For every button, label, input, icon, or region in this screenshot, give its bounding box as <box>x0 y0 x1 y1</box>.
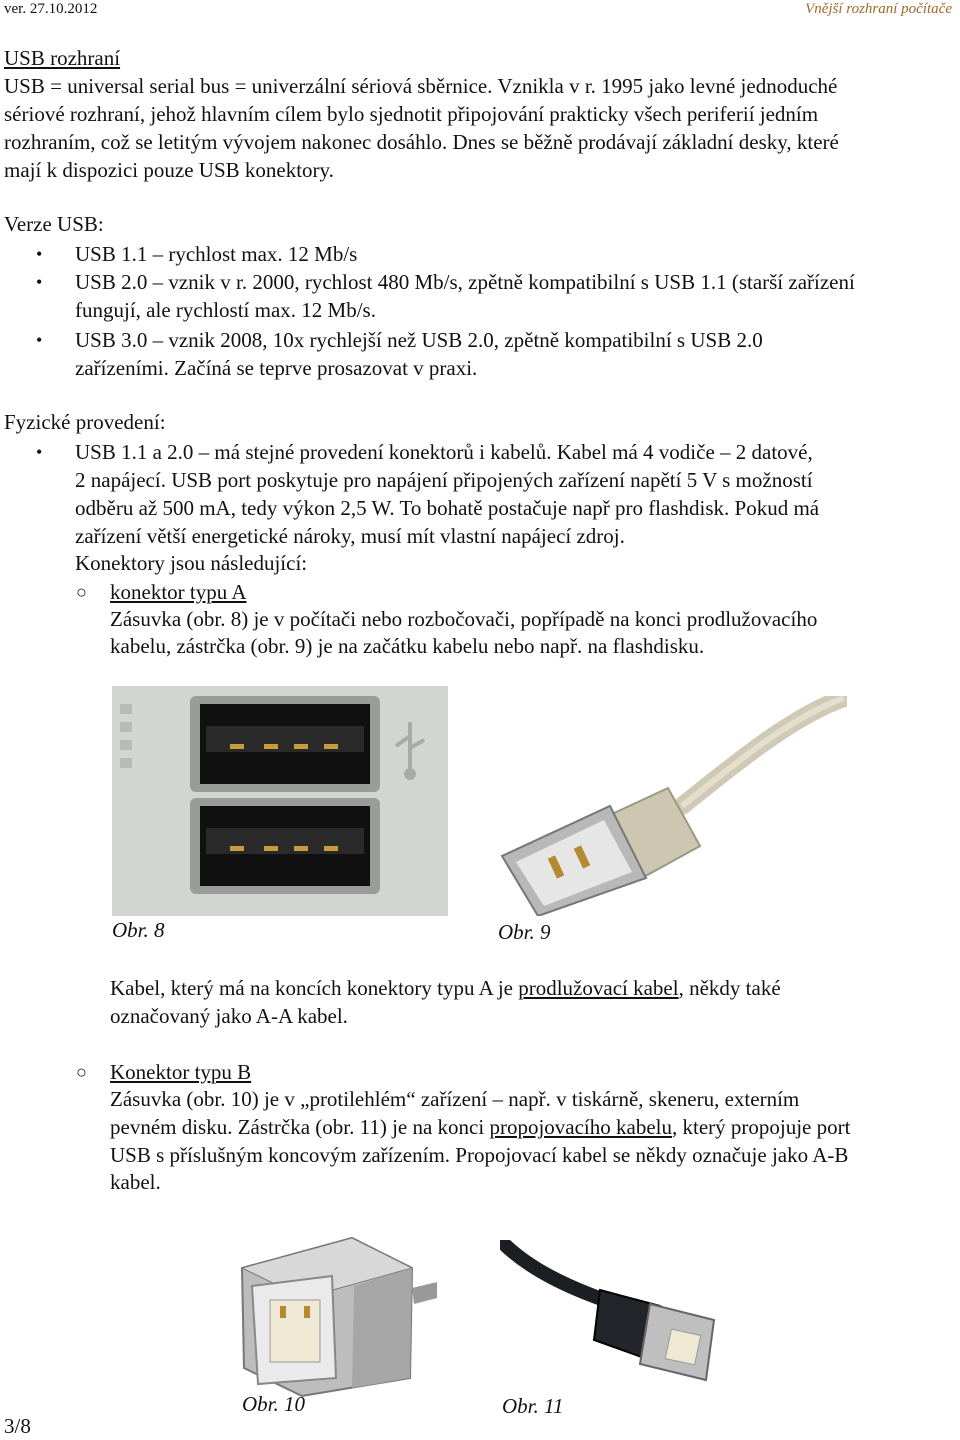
versions-heading: Verze USB: <box>4 212 104 236</box>
usb-a-socket-image <box>112 686 448 916</box>
extension-cable-term: prodlužovací kabel <box>518 976 679 1000</box>
extension-cable-line-1: Kabel, který má na koncích konektory typu A je prodlužovací kabel, někdy také <box>110 976 781 1000</box>
intro-line-3: rozhraním, což se letitým vývojem nakonec dosáhlo. Dnes se běžně prodávají základní desky, které <box>4 130 839 154</box>
section-title: USB rozhraní <box>4 46 121 70</box>
page-number: 3/8 <box>4 1414 31 1438</box>
header-version: ver. 27.10.2012 <box>4 1 98 17</box>
usb-a-plug-image <box>492 696 847 916</box>
caption-obr-8: Obr. 8 <box>112 918 165 942</box>
circle-bullet-icon: ○ <box>76 582 87 602</box>
physical-line-5: Konektory jsou následující: <box>75 551 308 575</box>
bullet-icon: • <box>36 330 43 350</box>
type-a-line-2: kabelu, zástrčka (obr. 9) je na začátku kabelu nebo např. na flashdisku. <box>110 634 705 658</box>
bullet-icon: • <box>36 244 43 264</box>
usb-b-plug-image <box>500 1240 750 1400</box>
intro-line-2: sériové rozhraní, jehož hlavním cílem bylo sjednotit připojování prakticky všech periferií jedním <box>4 102 819 126</box>
type-b-line-1: Zásuvka (obr. 10) je v „protilehlém“ zařízení – např. v tiskárně, skeneru, externím <box>110 1087 800 1111</box>
bullet-icon: • <box>36 272 43 292</box>
type-b-line-4: kabel. <box>110 1170 161 1194</box>
extension-cable-line-2: označovaný jako A-A kabel. <box>110 1004 348 1028</box>
caption-obr-9: Obr. 9 <box>498 920 551 944</box>
physical-line-1: USB 1.1 a 2.0 – má stejné provedení konektorů i kabelů. Kabel má 4 vodiče – 2 datové, <box>75 440 813 464</box>
type-b-line-2: pevném disku. Zástrčka (obr. 11) je na konci propojovacího kabelu, který propojuje port <box>110 1115 851 1139</box>
caption-obr-11: Obr. 11 <box>502 1394 564 1418</box>
physical-line-3: odběru až 500 mA, tedy výkon 2,5 W. To bohatě postačuje např pro flashdisk. Pokud má <box>75 496 820 520</box>
header-chapter-title: Vnější rozhraní počítače <box>805 1 952 17</box>
physical-heading: Fyzické provedení: <box>4 410 166 434</box>
version-1-1: USB 1.1 – rychlost max. 12 Mb/s <box>75 242 358 266</box>
version-3-0-line-2: zařízeními. Začíná se teprve prosazovat v praxi. <box>75 356 478 380</box>
physical-line-4: zařízení větší energetické nároky, musí mít vlastní napájecí zdroj. <box>75 524 625 548</box>
physical-line-2: 2 napájecí. USB port poskytuje pro napájení připojených zařízení napětí 5 V s možností <box>75 468 813 492</box>
type-a-heading: konektor typu A <box>110 580 247 604</box>
version-2-0-line-2: fungují, ale rychlostí max. 12 Mb/s. <box>75 298 376 322</box>
bullet-icon: • <box>36 442 43 462</box>
version-3-0-line-1: USB 3.0 – vznik 2008, 10x rychlejší než USB 2.0, zpětně kompatibilní s USB 2.0 <box>75 328 763 352</box>
type-b-heading: Konektor typu B <box>110 1060 252 1084</box>
version-2-0-line-1: USB 2.0 – vznik v r. 2000, rychlost 480 Mb/s, zpětně kompatibilní s USB 1.1 (starší zařízení <box>75 270 855 294</box>
intro-line-1: USB = universal serial bus = univerzální sériová sběrnice. Vznikla v r. 1995 jako levné jednoduché <box>4 74 838 98</box>
type-b-line-3: USB s příslušným koncovým zařízením. Propojovací kabel se někdy označuje jako A-B <box>110 1143 849 1167</box>
usb-b-socket-image <box>232 1228 442 1398</box>
connecting-cable-term: propojovacího kabelu <box>489 1115 672 1139</box>
circle-bullet-icon: ○ <box>76 1062 87 1082</box>
intro-line-4: mají k dispozici pouze USB konektory. <box>4 158 334 182</box>
caption-obr-10: Obr. 10 <box>242 1392 306 1416</box>
type-a-line-1: Zásuvka (obr. 8) je v počítači nebo rozbočovači, popřípadě na konci prodlužovacího <box>110 607 818 631</box>
